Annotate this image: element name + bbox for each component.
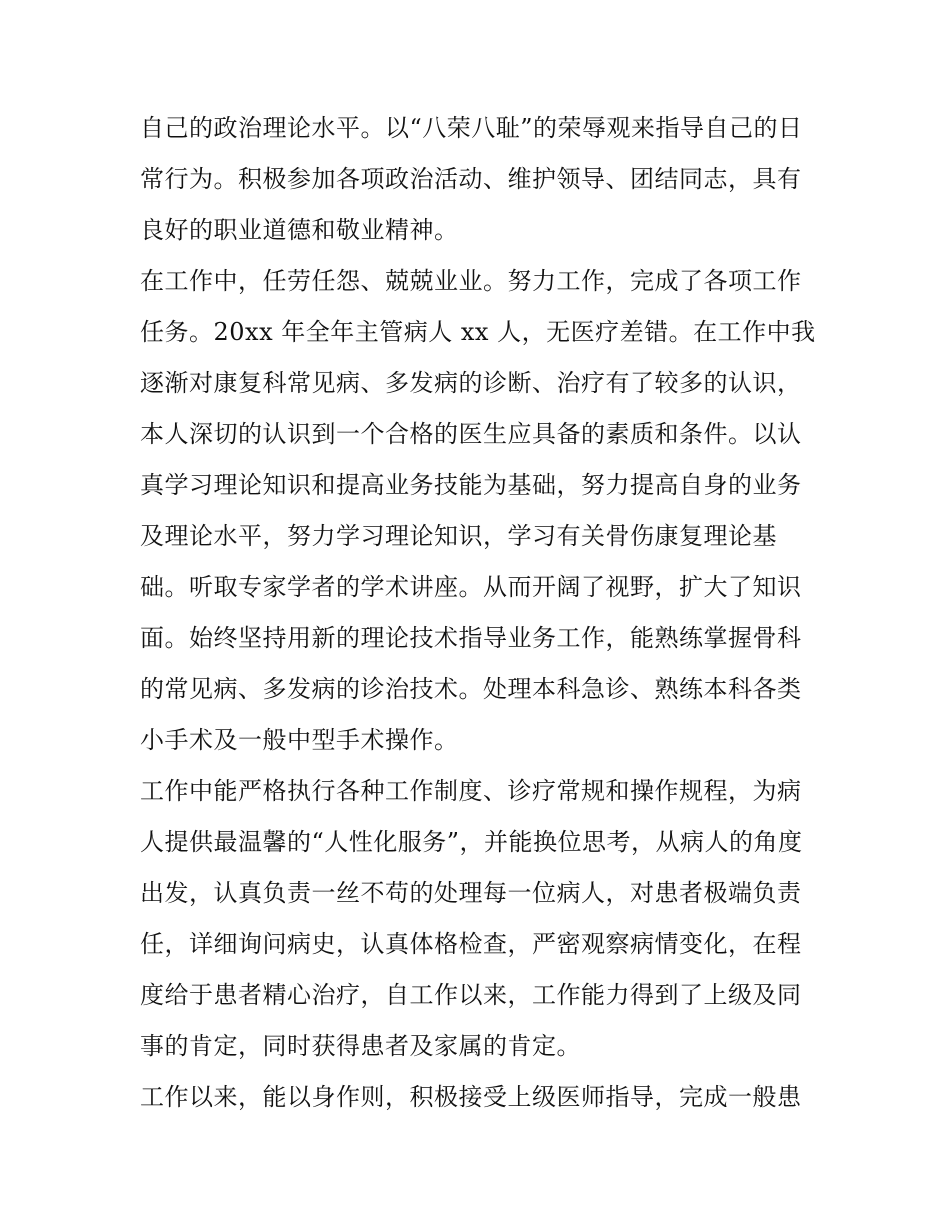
text-line: 事的肯定，同时获得患者及家属的肯定。 (140, 1032, 581, 1060)
text-line: 面。始终坚持用新的理论技术指导业务工作，能熟练掌握骨科 (140, 624, 802, 652)
text-line: 自己的政治理论水平。以“八荣八耻”的荣辱观来指导自己的日 (140, 114, 803, 142)
text-line: 出发，认真负责一丝不苟的处理每一位病人，对患者极端负责 (140, 879, 802, 907)
text-line: 的常见病、多发病的诊治技术。处理本科急诊、熟练本科各类 (140, 675, 802, 703)
text-line: 良好的职业道德和敬业精神。 (140, 216, 459, 244)
text-line: 工作以来，能以身作则，积极接受上级医师指导，完成一般患 (140, 1083, 802, 1111)
text-line: 度给于患者精心治疗，自工作以来，工作能力得到了上级及同 (140, 981, 802, 1009)
text-line: 任务。20xx 年全年主管病人 xx 人，无医疗差错。在工作中我 (140, 318, 816, 346)
text-line: 真学习理论知识和提高业务技能为基础，努力提高自身的业务 (140, 471, 802, 499)
text-line: 小手术及一般中型手术操作。 (140, 726, 459, 754)
text-line: 本人深切的认识到一个合格的医生应具备的素质和条件。以认 (140, 420, 802, 448)
text-line: 逐渐对康复科常见病、多发病的诊断、治疗有了较多的认识， (140, 369, 802, 397)
text-line: 工作中能严格执行各种工作制度、诊疗常规和操作规程，为病 (140, 777, 802, 805)
text-line: 人提供最温馨的“人性化服务”，并能换位思考，从病人的角度 (140, 828, 803, 856)
text-line: 常行为。积极参加各项政治活动、维护领导、团结同志，具有 (140, 165, 802, 193)
text-line: 及理论水平，努力学习理论知识，学习有关骨伤康复理论基 (140, 522, 777, 550)
text-line: 任，详细询问病史，认真体格检查，严密观察病情变化，在程 (140, 930, 802, 958)
document-body (140, 103, 820, 1123)
text-line: 础。听取专家学者的学术讲座。从而开阔了视野，扩大了知识 (140, 573, 802, 601)
text-line: 在工作中，任劳任怨、兢兢业业。努力工作，完成了各项工作 (140, 267, 802, 295)
